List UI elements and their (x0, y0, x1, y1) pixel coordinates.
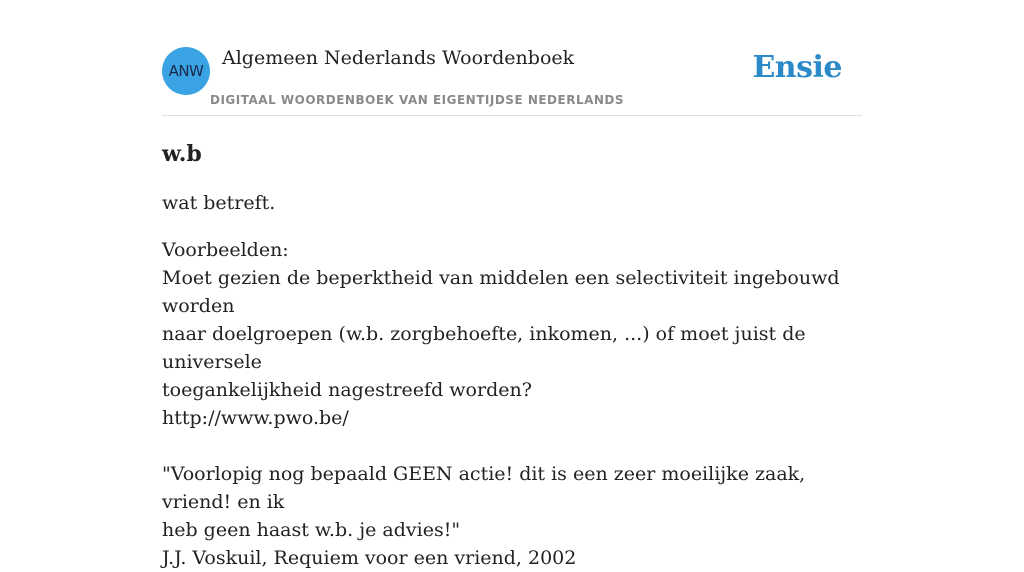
examples-label: Voorbeelden: (162, 239, 289, 261)
example-2-line: "Voorlopig nog bepaald GEEN actie! dit is een zeer moeilijke zaak, vriend! en ik (162, 463, 806, 513)
example-1-source: http://www.pwo.be/ (162, 407, 349, 429)
example-2-line: heb geen haast w.b. je advies!" (162, 519, 461, 541)
site-subtitle: DIGITAAL WOORDENBOEK VAN EIGENTIJDSE NEDERLANDS (210, 93, 625, 107)
entry-content (162, 138, 862, 572)
example-1-line: Moet gezien de beperktheid van middelen een selectiviteit ingebouwd worden (162, 267, 840, 317)
site-title[interactable]: Algemeen Nederlands Woordenboek (222, 47, 575, 69)
example-spacer (162, 432, 862, 460)
example-1-line: naar doelgroepen (w.b. zorgbehoefte, inkomen, ...) of moet juist de universele (162, 323, 806, 373)
anw-logo[interactable]: ANW (162, 47, 210, 95)
entry-headword: w.b (162, 141, 202, 167)
example-2-source: J.J. Voskuil, Requiem voor een vriend, 2002 (162, 547, 577, 569)
example-1-line: toegankelijkheid nagestreefd worden? (162, 379, 532, 401)
ensie-brand-link[interactable]: Ensie (752, 50, 842, 85)
examples-section (162, 236, 862, 572)
site-header (162, 40, 862, 116)
entry-definition: wat betreft. (162, 192, 276, 214)
